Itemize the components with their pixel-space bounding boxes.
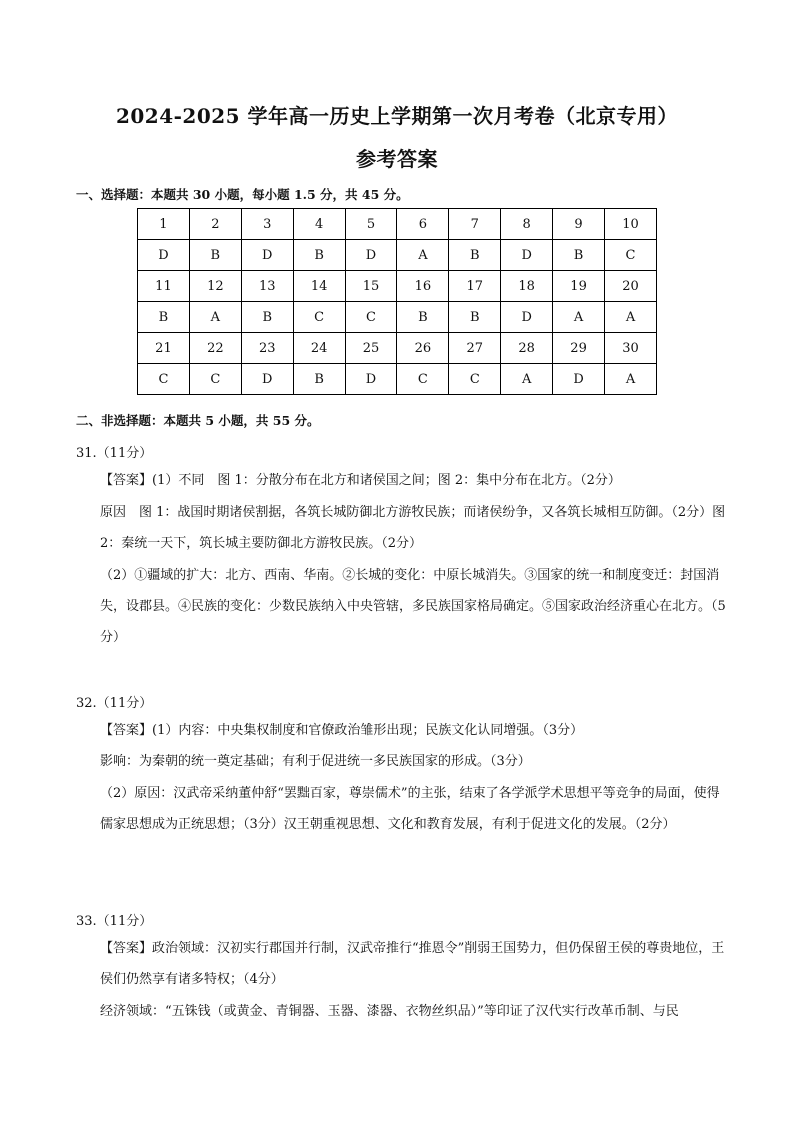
answer-cell: A (605, 302, 657, 333)
question-number-cell: 26 (397, 333, 449, 364)
question-number-cell: 11 (138, 271, 190, 302)
question-number-cell: 12 (189, 271, 241, 302)
q31-answer-part2: （2）①疆域的扩大：北方、西南、华南。②长城的变化：中原长城消失。③国家的统一和制度变迁：封国消失，设郡县。④民族的变化：少数民族纳入中央管辖，多民族国家格局确定。⑤国家政治经济重心在北方。（5分） (100, 568, 726, 645)
q33-political: 【答案】政治领域：汉初实行郡国并行制，汉武帝推行“推恩令”削弱王国势力，但仍保留王侯的尊贵地位，王侯们仍然享有诸多特权；（4分） (100, 941, 725, 987)
answer-table-row (138, 333, 657, 364)
question-number-cell: 22 (189, 333, 241, 364)
answer-cell: D (241, 364, 293, 395)
answer-cell: C (345, 302, 397, 333)
question-number-cell: 18 (501, 271, 553, 302)
question-number-cell: 21 (138, 333, 190, 364)
question-33-header: 33.（11分） (76, 914, 153, 929)
answer-cell: A (553, 302, 605, 333)
answer-cell: B (397, 302, 449, 333)
question-number-cell: 25 (345, 333, 397, 364)
answer-cell: A (501, 364, 553, 395)
q32-answer-part1: 【答案】(1）内容：中央集权制度和官僚政治雏形出现；民族文化认同增强。（3分） (100, 723, 584, 738)
answer-cell: A (397, 240, 449, 271)
question-number-cell: 1 (138, 209, 190, 240)
answer-cell: D (501, 240, 553, 271)
answer-cell: B (189, 240, 241, 271)
answer-cell: B (449, 302, 501, 333)
answer-cell: D (501, 302, 553, 333)
answer-cell: C (189, 364, 241, 395)
question-32-header: 32.（11分） (76, 696, 153, 711)
answer-cell: D (553, 364, 605, 395)
question-number-cell: 4 (293, 209, 345, 240)
answer-cell: C (397, 364, 449, 395)
question-number-cell: 14 (293, 271, 345, 302)
answer-cell: B (241, 302, 293, 333)
answer-cell: B (293, 364, 345, 395)
question-number-cell: 6 (397, 209, 449, 240)
question-number-cell: 27 (449, 333, 501, 364)
answer-cell: C (293, 302, 345, 333)
question-number-cell: 17 (449, 271, 501, 302)
question-number-cell: 2 (189, 209, 241, 240)
answer-cell: A (605, 364, 657, 395)
question-number-cell: 23 (241, 333, 293, 364)
answer-cell: D (345, 240, 397, 271)
question-number-cell: 8 (501, 209, 553, 240)
answer-cell: A (189, 302, 241, 333)
q32-answer-part2: （2）原因：汉武帝采纳董仲舒“罢黜百家，尊崇儒术”的主张，结束了各学派学术思想平等竞争的局面，使得儒家思想成为正统思想；（3分）汉王朝重视思想、文化和教育发展，有利于促进文化的发展。（2分） (100, 786, 720, 832)
answer-table-row (138, 364, 657, 395)
answer-table-row (138, 302, 657, 333)
question-number-cell: 20 (605, 271, 657, 302)
question-number-cell: 29 (553, 333, 605, 364)
question-number-cell: 9 (553, 209, 605, 240)
answer-table-row (138, 209, 657, 240)
question-number-cell: 24 (293, 333, 345, 364)
answer-table-row (138, 271, 657, 302)
question-number-cell: 30 (605, 333, 657, 364)
question-number-cell: 16 (397, 271, 449, 302)
q32-impact: 影响：为秦朝的统一奠定基础；有利于促进统一多民族国家的形成。（3分） (100, 754, 531, 769)
answer-cell: C (138, 364, 190, 395)
answer-cell: B (293, 240, 345, 271)
question-number-cell: 3 (241, 209, 293, 240)
section-heading-choice: 一、选择题：本题共 30 小题，每小题 1.5 分，共 45 分。 (76, 187, 409, 202)
answer-table (137, 208, 657, 395)
answer-cell: C (605, 240, 657, 271)
page-title: 2024-2025 学年高一历史上学期第一次月考卷（北京专用） (115, 104, 679, 128)
section-heading-nonchoice: 二、非选择题：本题共 5 小题，共 55 分。 (76, 413, 320, 428)
question-31-header: 31.（11分） (76, 446, 153, 461)
question-number-cell: 5 (345, 209, 397, 240)
answer-cell: B (138, 302, 190, 333)
question-number-cell: 7 (449, 209, 501, 240)
question-number-cell: 19 (553, 271, 605, 302)
question-number-cell: 13 (241, 271, 293, 302)
q33-economic: 经济领域：“五铢钱（或黄金、青铜器、玉器、漆器、衣物丝织品）”等印证了汉代实行改革币制、与民 (100, 1004, 679, 1019)
page-subtitle: 参考答案 (356, 147, 438, 171)
answer-cell: C (449, 364, 501, 395)
q31-answer-part1: 【答案】(1）不同 图 1：分散分布在北方和诸侯国之间；图 2：集中分布在北方。（2分） (100, 473, 621, 488)
answer-cell: B (449, 240, 501, 271)
answer-cell: D (138, 240, 190, 271)
answer-cell: D (241, 240, 293, 271)
question-number-cell: 15 (345, 271, 397, 302)
answer-cell: B (553, 240, 605, 271)
answer-table-row (138, 240, 657, 271)
question-number-cell: 28 (501, 333, 553, 364)
answer-cell: D (345, 364, 397, 395)
question-number-cell: 10 (605, 209, 657, 240)
q31-reason: 原因 图 1：战国时期诸侯割据，各筑长城防御北方游牧民族；而诸侯纷争，又各筑长城相互防御。（2分）图 2：秦统一天下，筑长城主要防御北方游牧民族。（2分） (100, 505, 726, 551)
